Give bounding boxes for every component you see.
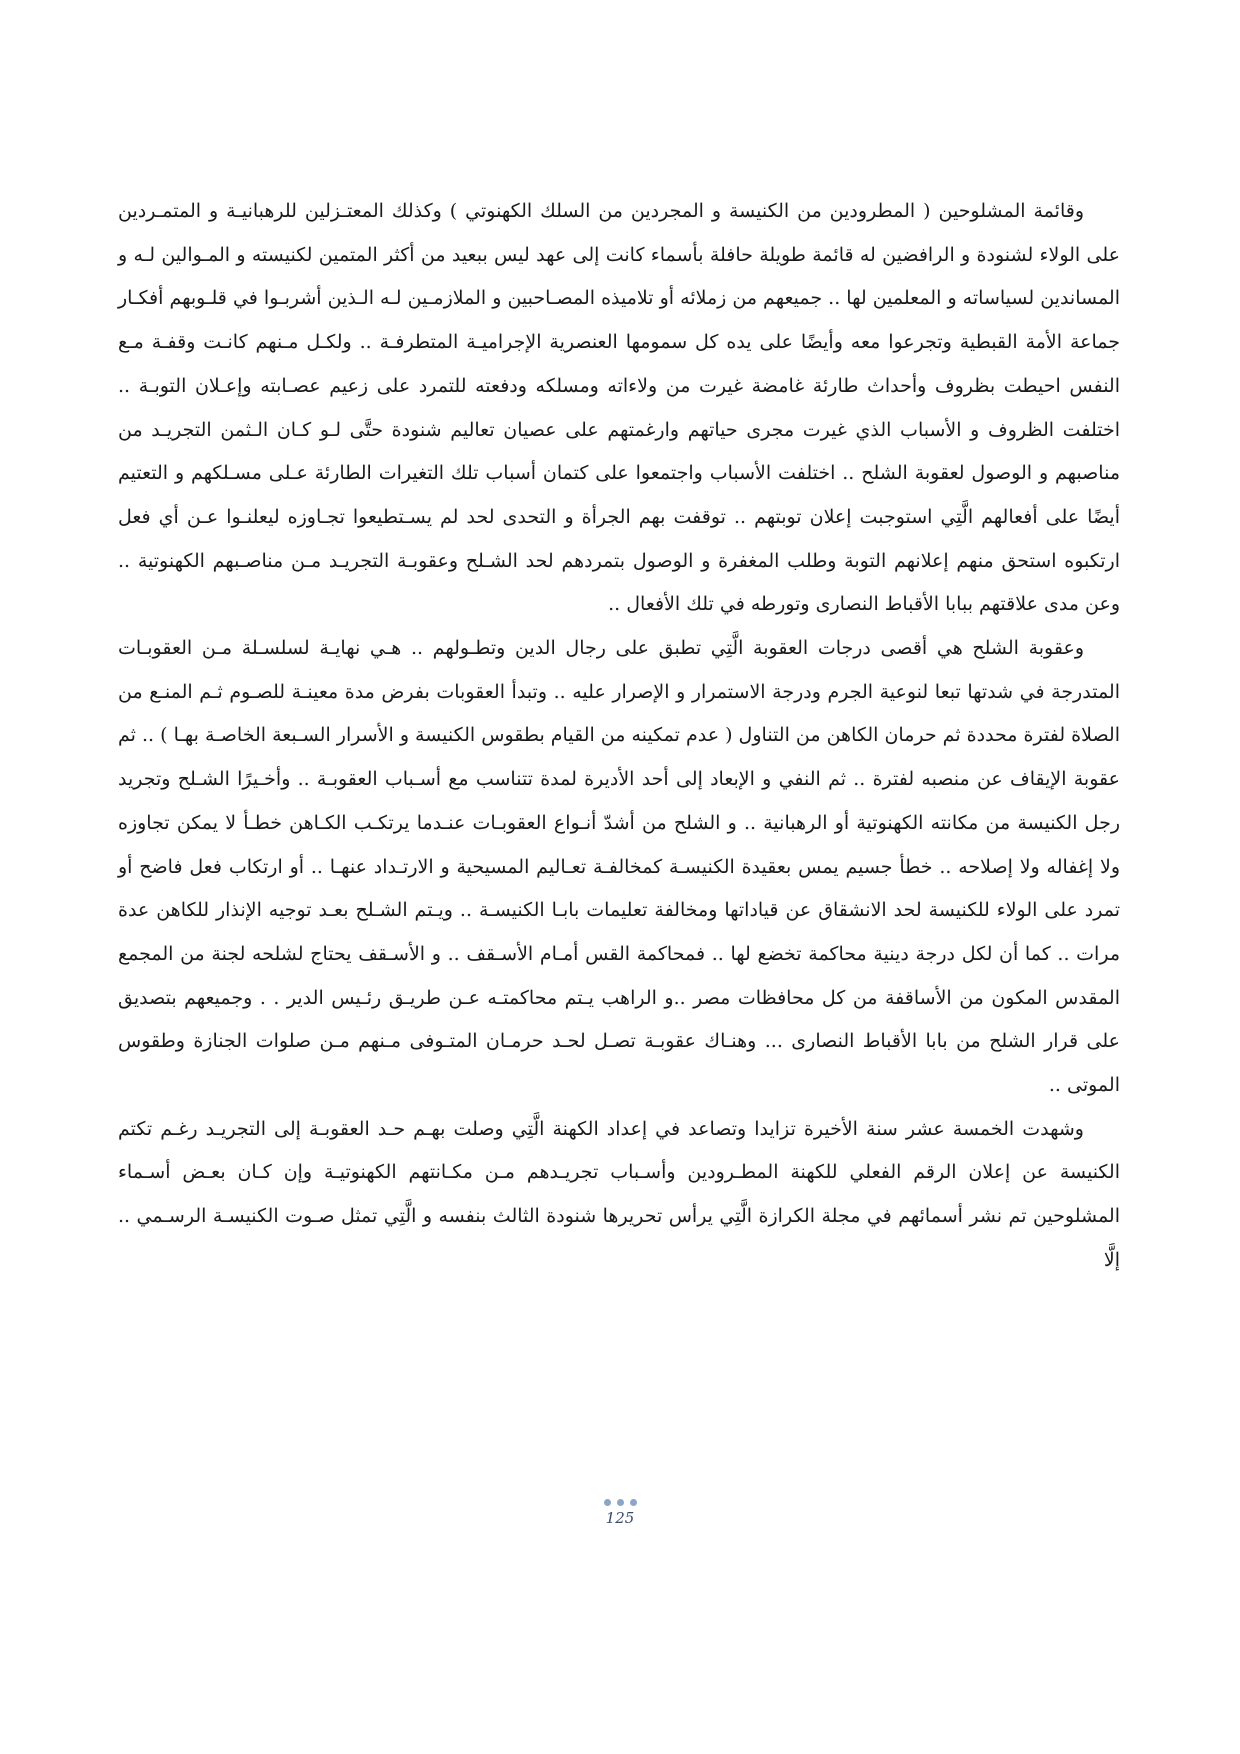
paragraph-2: وعقوبة الشلح هي أقصى درجات العقوبة الَّتِي تطبق على رجال الدين وتطـولهم .. هـي نهايـة لسلسـلة مـن العقوبـات المتدرجة في شدتها تبعا لنوعية الجرم ودرجة الاستمرار و الإصرار عليه .. وتبدأ العقوبات بفرض مدة معينـة للصـوم ثـم المنـع من الصلاة لفترة محددة ثم حرمان الكاهن من التناول ( عدم تمكينه من القيام بطقوس الكنيسة و الأسرار السـبعة الخاصـة بهـا ) .. ثم عقوبة الإيقاف عن منصبه لفترة .. ثم النفي و الإبعاد إلى أحد الأديرة لمدة تتناسب مع أسـباب العقوبـة .. وأخـيرًا الشـلح وتجريد رجل الكنيسة من مكانته الكهنوتية أو الرهبانية .. و الشلح من أشدّ أنـواع العقوبـات عنـدما يرتكـب الكـاهن خطـأ لا يمكن تجاوزه ولا إغفاله ولا إصلاحه .. خطأ جسيم يمس بعقيدة الكنيسـة كمخالفـة تعـاليم المسيحية و الارتـداد عنهـا .. أو ارتكاب فعل فاضح أو تمرد على الولاء للكنيسة لحد الانشقاق عن قياداتها ومخالفة تعليمات بابـا الكنيسـة .. ويـتم الشـلح بعـد توجيه الإنذار للكاهن عدة مرات .. كما أن لكل درجة دينية محاكمة تخضع لها .. فمحاكمة القس أمـام الأسـقف .. و الأسـقف يحتاج لشلحه لجنة من المجمع المقدس المكون من الأساقفة من كل محافظات مصر ..و الراهب يـتم محاكمتـه عـن طريـق رئـيس الدير . . وجميعهم بتصديق على قرار الشلح من بابا الأقباط النصارى ... وهنـاك عقوبـة تصـل لحـد حرمـان المتـوفى مـنهم مـن صلوات الجنازة وطقوس الموتى ..: [118, 637, 1120, 1097]
paragraph-1: وقائمة المشلوحين ( المطرودين من الكنيسة و المجردين من السلك الكهنوتي ) وكذلك المعتـزلين للرهبانيـة و المتمـردين على الولاء لشنودة و الرافضين له قائمة طويلة حافلة بأسماء كانت إلى عهد ليس ببعيد من أكثر المتمين لكنيسته و المـوالين لـه و المساندين لسياساته و المعلمين لها .. جميعهم من زملائه أو تلاميذه المصـاحبين و الملازمـين لـه الـذين أشربـوا في قلـوبهم أفكـار جماعة الأمة القبطية وتجرعوا معه وأيضًا على يده كل سمومها العنصرية الإجراميـة المتطرفـة .. ولكـل مـنهم كانـت وقفـة مـع النفس احيطت بظروف وأحداث طارئة غامضة غيرت من ولاءاته ومسلكه ودفعته للتمرد على زعيم عصـابته وإعـلان التوبـة .. اختلفت الظروف و الأسباب الذي غيرت مجرى حياتهم وارغمتهم على عصيان تعاليم شنودة حتَّى لـو كـان الـثمن التجريـد من مناصبهم و الوصول لعقوبة الشلح .. اختلفت الأسباب واجتمعوا على كتمان أسباب تلك التغيرات الطارئة عـلى مسـلكهم و التعتيم أيضًا على أفعالهم الَّتِي استوجبت إعلان توبتهم .. توقفت بهم الجرأة و التحدى لحد لم يسـتطيعوا تجـاوزه ليعلنـوا عـن أي فعل ارتكبوه استحق منهم إعلانهم التوبة وطلب المغفرة و الوصول بتمردهم لحد الشـلح وعقوبـة التجريـد مـن مناصـبهم الكهنوتية .. وعن مدى علاقتهم ببابا الأقباط النصارى وتورطه في تلك الأفعال ..: [118, 200, 1120, 616]
page-body: [118, 190, 1120, 1283]
dot-icon: [630, 1499, 637, 1506]
page-footer: [0, 1497, 1240, 1527]
dot-icon: [604, 1499, 611, 1506]
page-number: 125: [605, 1509, 635, 1527]
ornament-dots-icon: [0, 1497, 1240, 1507]
dot-icon: [617, 1499, 624, 1506]
paragraph-3: وشهدت الخمسة عشر سنة الأخيرة تزايدا وتصاعد في إعداد الكهنة الَّتِي وصلت بهـم حـد العقوبـة إلى التجريـد رغـم تكتم الكنيسة عن إعلان الرقم الفعلي للكهنة المطـرودين وأسـباب تجريـدهم مـن مكـانتهم الكهنوتيـة وإن كـان بعـض أسـماء المشلوحين تم نشر أسمائهم في مجلة الكرازة الَّتِي يرأس تحريرها شنودة الثالث بنفسه و الَّتِي تمثل صـوت الكنيسـة الرسـمي .. إلَّا: [118, 1117, 1120, 1271]
